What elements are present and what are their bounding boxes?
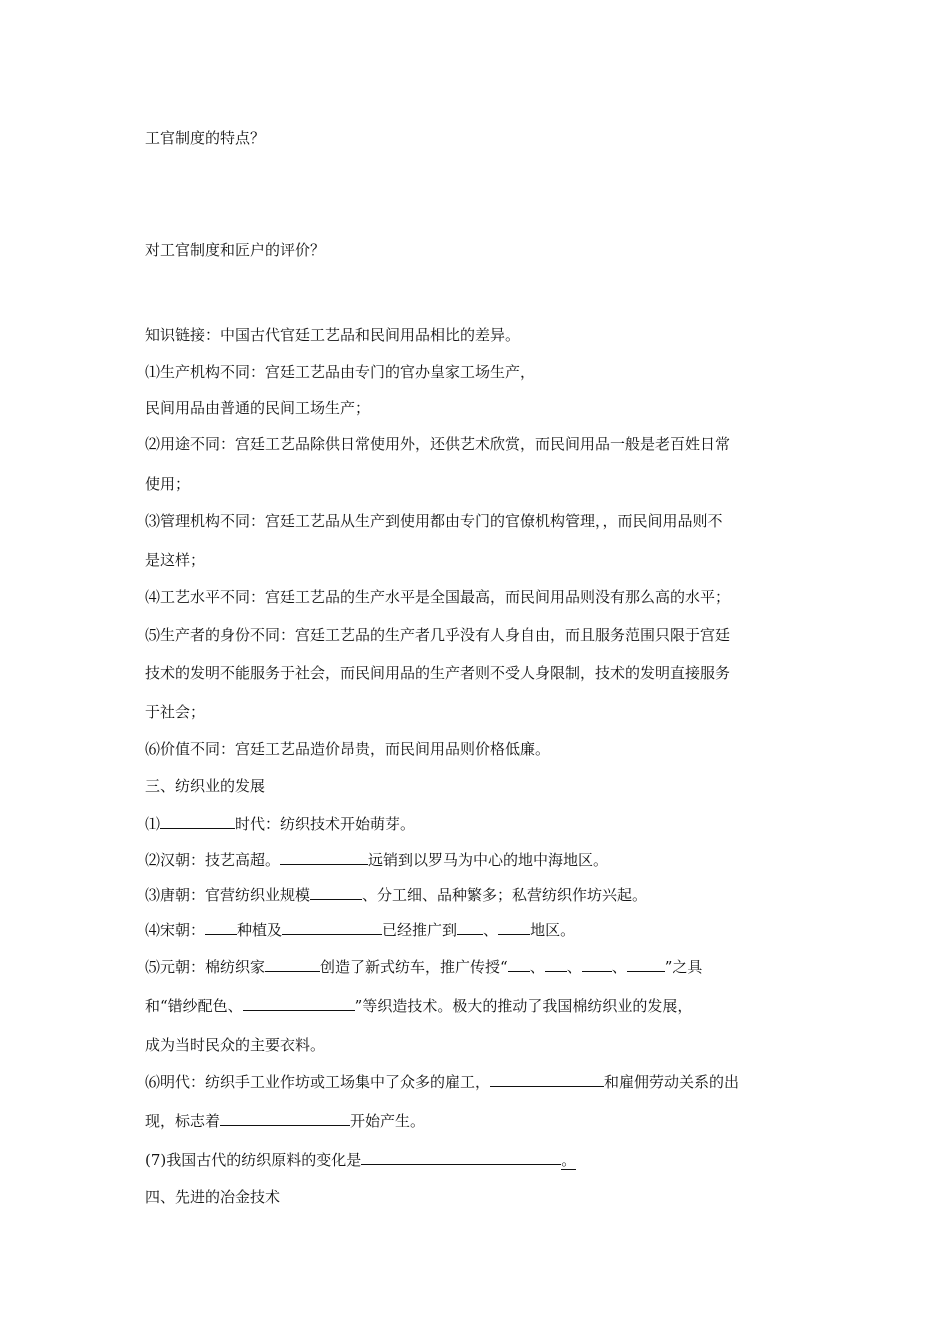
- answer-blank[interactable]: [582, 957, 612, 972]
- answer-blank[interactable]: [627, 957, 665, 972]
- knowledge-item-1-line-1: ⑴生产机构不同：宫廷工艺品由专门的官办皇家工场生产，: [145, 363, 536, 381]
- answer-blank[interactable]: [508, 957, 530, 972]
- textile-item-5-line-2: 和“错纱配色、 ”等织造技术。极大的推动了我国棉纺织业的发展，: [145, 997, 693, 1015]
- textile-item-7: (7)我国古代的纺织原料的变化是 。: [145, 1151, 577, 1169]
- question-features: 工官制度的特点？: [145, 129, 266, 147]
- answer-blank[interactable]: [457, 920, 483, 935]
- answer-blank[interactable]: [282, 920, 382, 935]
- answer-blank[interactable]: [160, 814, 235, 829]
- knowledge-item-5-line-2: 技术的发明不能服务于社会，而民间用品的生产者则不受人身限制，技术的发明直接服务: [145, 664, 731, 682]
- answer-blank[interactable]: [361, 1150, 561, 1165]
- textile-item-5-line-1: ⑸元朝：棉纺织家 创造了新式纺车，推广传授“ 、 、 、 ”之具: [145, 958, 703, 976]
- textile-item-1: ⑴ 时代：纺织技术开始萌芽。: [145, 815, 416, 833]
- knowledge-item-4: ⑷工艺水平不同：宫廷工艺品的生产水平是全国最高，而民间用品则没有那么高的水平；: [145, 588, 731, 606]
- answer-blank[interactable]: [243, 996, 355, 1011]
- knowledge-item-2-line-2: 使用；: [145, 475, 191, 493]
- knowledge-item-1-line-2: 民间用品由普通的民间工场生产；: [145, 399, 371, 417]
- textile-item-6-line-1: ⑹明代：纺织手工业作坊或工场集中了众多的雇工， 和雇佣劳动关系的出: [145, 1073, 740, 1091]
- knowledge-item-3-line-1: ⑶管理机构不同：宫廷工艺品从生产到使用都由专门的官僚机构管理，，而民间用品则不: [145, 512, 723, 530]
- answer-blank[interactable]: [310, 885, 362, 900]
- section-4-heading: 四、先进的冶金技术: [145, 1188, 281, 1206]
- knowledge-item-5-line-3: 于社会；: [145, 703, 206, 721]
- textile-item-4: ⑷宋朝： 种植及 已经推广到 、 地区。: [145, 921, 576, 939]
- answer-blank[interactable]: [280, 850, 368, 865]
- knowledge-item-2-line-1: ⑵用途不同：宫廷工艺品除供日常使用外，还供艺术欣赏，而民间用品一般是老百姓日常: [145, 435, 731, 453]
- answer-blank[interactable]: [265, 957, 320, 972]
- textile-item-3: ⑶唐朝：官营纺织业规模 、分工细、品种繁多；私营纺织作坊兴起。: [145, 886, 648, 904]
- knowledge-item-6: ⑹价值不同：宫廷工艺品造价昂贵，而民间用品则价格低廉。: [145, 740, 551, 758]
- knowledge-item-3-line-2: 是这样；: [145, 551, 206, 569]
- answer-blank[interactable]: [220, 1111, 350, 1126]
- question-evaluation: 对工官制度和匠户的评价？: [145, 241, 326, 259]
- section-3-heading: 三、纺织业的发展: [145, 777, 266, 795]
- answer-blank[interactable]: [490, 1072, 604, 1087]
- textile-item-6-line-2: 现，标志着 开始产生。: [145, 1112, 426, 1130]
- answer-blank[interactable]: [545, 957, 567, 972]
- knowledge-item-5-line-1: ⑸生产者的身份不同：宫廷工艺品的生产者几乎没有人身自由，而且服务范围只限于宫廷: [145, 626, 731, 644]
- textile-item-2: ⑵汉朝：技艺高超。 远销到以罗马为中心的地中海地区。: [145, 851, 609, 869]
- answer-blank[interactable]: [498, 920, 530, 935]
- knowledge-link-title: 知识链接：中国古代官廷工艺品和民间用品相比的差异。: [145, 326, 521, 344]
- textile-item-5-line-3: 成为当时民众的主要衣料。: [145, 1036, 326, 1054]
- answer-blank[interactable]: [205, 920, 237, 935]
